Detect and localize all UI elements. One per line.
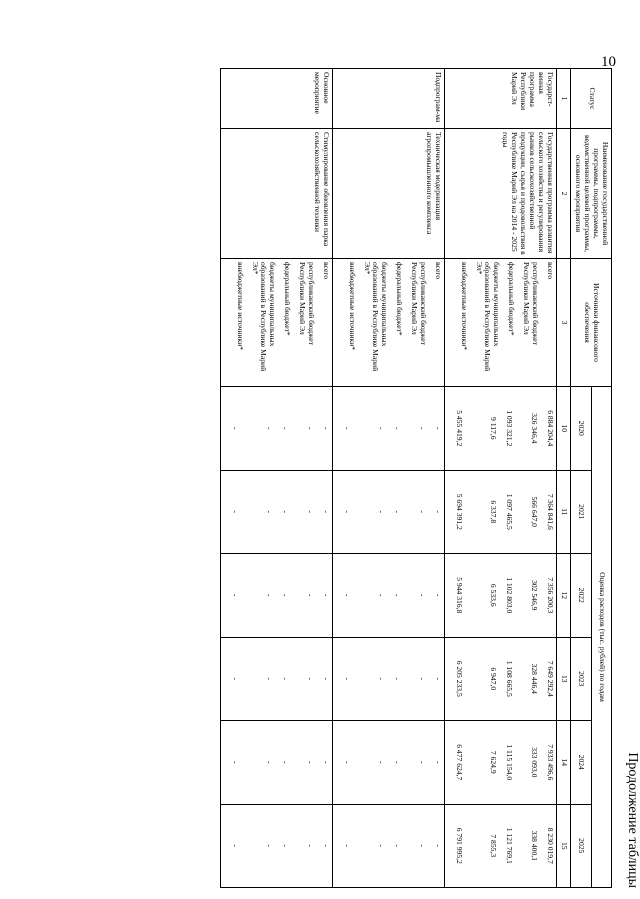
value-cell bbox=[333, 554, 445, 638]
value: - bbox=[343, 677, 353, 681]
source-cell bbox=[333, 259, 445, 387]
value: - bbox=[343, 593, 353, 597]
value: - bbox=[231, 677, 241, 681]
source-label: республиканский бюджет Республики Марий Эл bbox=[298, 262, 317, 345]
value-cell bbox=[445, 721, 557, 805]
page-number: 10 bbox=[601, 54, 616, 70]
value: - bbox=[418, 844, 428, 848]
status-cell: Государст-венная программа Республики Марий Эл bbox=[445, 69, 557, 129]
value-cell bbox=[333, 804, 445, 888]
value: - bbox=[231, 593, 241, 597]
value: - bbox=[393, 426, 403, 430]
status-cell: Основное мероприятие bbox=[221, 69, 333, 129]
value: - bbox=[306, 677, 316, 681]
value: - bbox=[306, 844, 316, 848]
value: - bbox=[377, 426, 387, 430]
value: 7 933 496,6 bbox=[546, 744, 556, 781]
value: 1 093 321,2 bbox=[505, 410, 515, 447]
value: - bbox=[343, 844, 353, 848]
value: - bbox=[322, 426, 332, 430]
source-label: федеральный бюджет* bbox=[507, 262, 517, 336]
header-status: Статус bbox=[571, 69, 612, 129]
column-number: 3 bbox=[557, 259, 571, 387]
value: - bbox=[434, 426, 444, 430]
financing-table bbox=[220, 68, 612, 888]
value: 333 093,0 bbox=[530, 747, 540, 778]
column-number: 10 bbox=[557, 387, 571, 471]
value: 8 230 019,7 bbox=[546, 827, 556, 864]
value-cell bbox=[445, 387, 557, 471]
value: - bbox=[322, 677, 332, 681]
value: 328 446,4 bbox=[530, 663, 540, 694]
value: 302 546,9 bbox=[530, 580, 540, 611]
value: 6 477 624,7 bbox=[455, 744, 465, 781]
value: 7 855,3 bbox=[489, 834, 499, 858]
value: 5 694 391,2 bbox=[455, 493, 465, 530]
value: - bbox=[418, 593, 428, 597]
source-label: республиканский бюджет Республики Марий Эл bbox=[522, 262, 541, 345]
value: 5 944 316,8 bbox=[455, 577, 465, 614]
value: 7 356 200,3 bbox=[546, 577, 556, 614]
value: - bbox=[322, 593, 332, 597]
column-number: 15 bbox=[557, 804, 571, 888]
value: - bbox=[231, 844, 241, 848]
value: - bbox=[322, 760, 332, 764]
column-number: 12 bbox=[557, 554, 571, 638]
value-cell bbox=[445, 554, 557, 638]
value: - bbox=[418, 510, 428, 514]
value: 7 649 292,4 bbox=[546, 660, 556, 697]
table-row bbox=[333, 69, 445, 888]
value-cell bbox=[221, 554, 333, 638]
value: - bbox=[393, 760, 403, 764]
source-label: внебюджетные источники* bbox=[459, 262, 469, 351]
table-row bbox=[221, 69, 333, 888]
header-year: 2025 bbox=[571, 804, 591, 888]
value: 6 791 995,2 bbox=[455, 827, 465, 864]
value: 7 624,9 bbox=[489, 750, 499, 774]
source-label: бюджеты муниципальных образований в Республике Марий Эл* bbox=[250, 262, 278, 372]
header-year: 2023 bbox=[571, 637, 591, 721]
table-row bbox=[445, 69, 557, 888]
header-estimate: Оценка расходов (тыс. рублей) по годам bbox=[591, 387, 611, 888]
column-number: 2 bbox=[557, 129, 571, 259]
value: - bbox=[434, 844, 444, 848]
value: - bbox=[306, 760, 316, 764]
source-label: бюджеты муниципальных образований в Республике Марий Эл* bbox=[362, 262, 390, 372]
value: 6 884 204,4 bbox=[546, 410, 556, 447]
value: - bbox=[265, 677, 275, 681]
value: - bbox=[393, 844, 403, 848]
value: 6 947,0 bbox=[489, 667, 499, 691]
value-cell bbox=[333, 637, 445, 721]
value: - bbox=[322, 844, 332, 848]
value: - bbox=[377, 593, 387, 597]
source-label: внебюджетные источники* bbox=[235, 262, 245, 351]
source-label: внебюджетные источники* bbox=[347, 262, 357, 351]
value: - bbox=[306, 510, 316, 514]
value: - bbox=[418, 426, 428, 430]
rotated-table-page bbox=[100, 68, 640, 888]
column-number: 13 bbox=[557, 637, 571, 721]
value: - bbox=[343, 510, 353, 514]
source-label: всего bbox=[546, 262, 556, 280]
value: - bbox=[306, 593, 316, 597]
program-name-cell: Стимулирование обновления парка сельскохозяйственной техники bbox=[221, 129, 333, 259]
value-cell bbox=[333, 470, 445, 554]
header-year: 2024 bbox=[571, 721, 591, 805]
value: 566 647,0 bbox=[530, 496, 540, 527]
value-cell bbox=[221, 387, 333, 471]
value: - bbox=[418, 760, 428, 764]
value: - bbox=[265, 760, 275, 764]
value: - bbox=[393, 677, 403, 681]
value-cell bbox=[221, 637, 333, 721]
value: 1 121 769,1 bbox=[505, 827, 515, 864]
value: - bbox=[306, 426, 316, 430]
value: - bbox=[231, 760, 241, 764]
value: - bbox=[393, 510, 403, 514]
value-cell bbox=[221, 470, 333, 554]
value: - bbox=[343, 426, 353, 430]
value: 338 400,1 bbox=[530, 830, 540, 861]
value-cell bbox=[445, 804, 557, 888]
value: - bbox=[281, 426, 291, 430]
value: 1 102 803,0 bbox=[505, 577, 515, 614]
value: - bbox=[265, 844, 275, 848]
source-label: всего bbox=[322, 262, 332, 280]
source-cell bbox=[221, 259, 333, 387]
source-label: всего bbox=[434, 262, 444, 280]
table-caption: Продолжение таблицы bbox=[625, 752, 640, 888]
value: - bbox=[265, 510, 275, 514]
value: - bbox=[418, 677, 428, 681]
program-name-cell: Техническая модернизация агропромышленного комплекса bbox=[333, 129, 445, 259]
value: - bbox=[265, 426, 275, 430]
column-number: 14 bbox=[557, 721, 571, 805]
header-source: Источники финансового обеспечения bbox=[571, 259, 612, 387]
source-label: федеральный бюджет* bbox=[283, 262, 293, 336]
value: - bbox=[281, 760, 291, 764]
value: - bbox=[281, 593, 291, 597]
column-number: 1 bbox=[557, 69, 571, 129]
value: - bbox=[281, 844, 291, 848]
value: - bbox=[377, 844, 387, 848]
value: - bbox=[434, 760, 444, 764]
value: - bbox=[281, 510, 291, 514]
source-cell bbox=[445, 259, 557, 387]
header-year: 2022 bbox=[571, 554, 591, 638]
value: - bbox=[377, 510, 387, 514]
header-year: 2020 bbox=[571, 387, 591, 471]
value-cell bbox=[333, 721, 445, 805]
column-number: 11 bbox=[557, 470, 571, 554]
value: - bbox=[265, 593, 275, 597]
value: - bbox=[377, 677, 387, 681]
value: - bbox=[343, 760, 353, 764]
value: - bbox=[434, 593, 444, 597]
value: - bbox=[281, 677, 291, 681]
value: 9 117,6 bbox=[489, 417, 499, 440]
value: - bbox=[377, 760, 387, 764]
header-year: 2021 bbox=[571, 470, 591, 554]
status-cell: Подпрограм-ма bbox=[333, 69, 445, 129]
header-name: Наименование государственной программы, подпрограммы, ведомственной целевой программы, основного мероприятия bbox=[571, 129, 612, 259]
value: 1 108 665,5 bbox=[505, 660, 515, 697]
value: - bbox=[322, 510, 332, 514]
value: 7 364 841,6 bbox=[546, 493, 556, 530]
value-cell bbox=[445, 470, 557, 554]
value-cell bbox=[445, 637, 557, 721]
value: - bbox=[231, 426, 241, 430]
value: - bbox=[231, 510, 241, 514]
value: - bbox=[434, 677, 444, 681]
value: - bbox=[393, 593, 403, 597]
source-label: федеральный бюджет* bbox=[395, 262, 405, 336]
value: 6 533,6 bbox=[489, 583, 499, 607]
value: 1 115 154,0 bbox=[505, 744, 515, 781]
value: 6 337,8 bbox=[489, 500, 499, 524]
value: - bbox=[434, 510, 444, 514]
source-label: республиканский бюджет Республики Марий Эл bbox=[410, 262, 429, 345]
value: 1 097 465,5 bbox=[505, 493, 515, 530]
source-label: бюджеты муниципальных образований в Республике Марий Эл* bbox=[474, 262, 502, 372]
value-cell bbox=[221, 804, 333, 888]
value-cell bbox=[333, 387, 445, 471]
value: 5 455 419,2 bbox=[455, 410, 465, 447]
value-cell bbox=[221, 721, 333, 805]
program-name-cell: Государственная программа развития сельского хозяйства и регулирования рынков сельскохозяйственной продукции, сырья и продовольствия в Республике Марий Эл на 2014 - 2025 годы bbox=[445, 129, 557, 259]
value: 6 205 233,5 bbox=[455, 660, 465, 697]
value: 326 346,4 bbox=[530, 413, 540, 444]
